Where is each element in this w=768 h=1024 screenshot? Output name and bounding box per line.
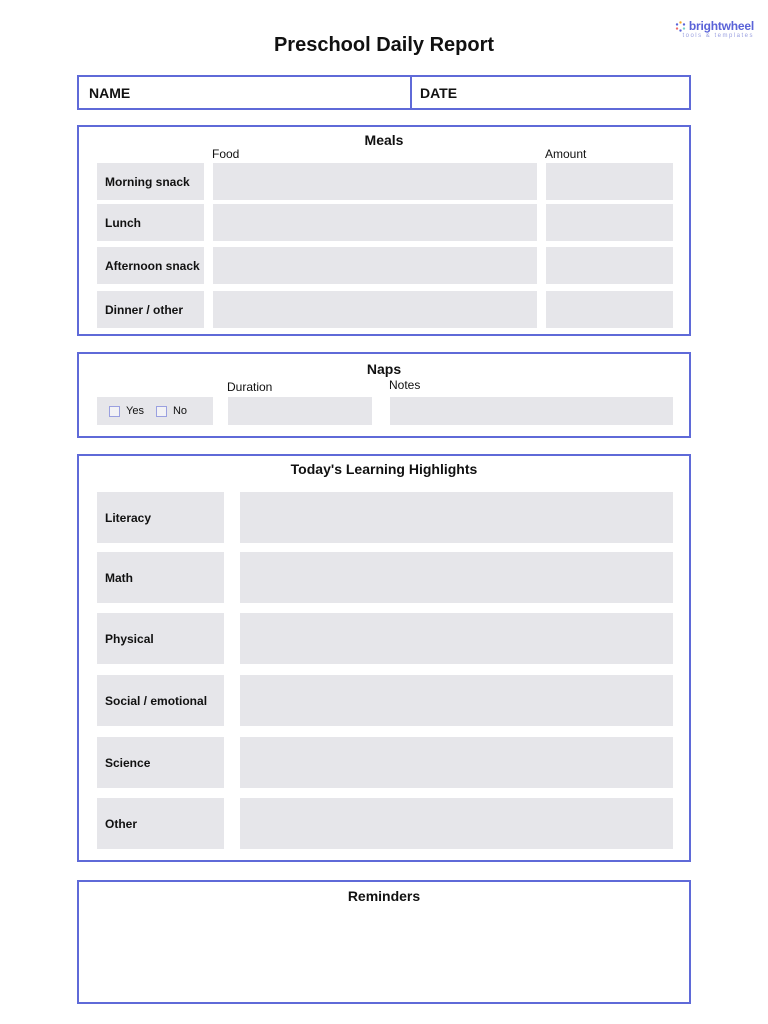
meal-label-lunch: Lunch [97,204,204,241]
naps-title: Naps [366,361,402,377]
food-field-dinner-other[interactable] [213,291,537,328]
meal-label-morning-snack: Morning snack [97,163,204,200]
meal-label-afternoon-snack: Afternoon snack [97,247,204,284]
naps-panel [77,352,691,438]
learning-title: Today's Learning Highlights [290,461,478,477]
nap-duration-field[interactable] [228,397,372,425]
date-field[interactable] [412,77,689,108]
nap-yes-option[interactable] [109,405,144,417]
nap-yes-no-group [97,397,213,425]
learning-field-social-emotional[interactable] [240,675,673,726]
learning-field-literacy[interactable] [240,492,673,543]
page-title: Preschool Daily Report [273,34,495,56]
food-field-lunch[interactable] [213,204,537,241]
nap-no-checkbox[interactable] [156,406,167,417]
learning-field-science[interactable] [240,737,673,788]
notes-column-header: Notes [389,378,421,392]
learning-label-science: Science [97,737,224,788]
learning-highlights-panel [77,454,691,862]
meal-label-dinner-other: Dinner / other [97,291,204,328]
food-field-afternoon-snack[interactable] [213,247,537,284]
brightwheel-logo-icon [675,21,686,32]
amount-field-afternoon-snack[interactable] [546,247,673,284]
duration-column-header: Duration [227,380,273,394]
logo-name: brightwheel [688,19,754,33]
learning-label-social-emotional: Social / emotional [97,675,224,726]
reminders-panel[interactable] [77,880,691,1004]
nap-notes-field[interactable] [390,397,673,425]
amount-column-header: Amount [545,147,587,161]
amount-field-lunch[interactable] [546,204,673,241]
amount-field-dinner-other[interactable] [546,291,673,328]
learning-label-literacy: Literacy [97,492,224,543]
amount-field-morning-snack[interactable] [546,163,673,200]
name-date-panel [77,75,691,110]
nap-yes-label: Yes [126,405,144,417]
learning-field-other[interactable] [240,798,673,849]
meals-panel [77,125,691,336]
logo-tagline: tools & templates [682,33,754,39]
learning-label-math: Math [97,552,224,603]
nap-no-option[interactable] [156,405,187,417]
date-label: DATE [420,84,458,101]
learning-field-physical[interactable] [240,613,673,664]
learning-field-math[interactable] [240,552,673,603]
name-field[interactable] [79,77,412,108]
learning-label-physical: Physical [97,613,224,664]
name-label: NAME [89,84,131,101]
food-field-morning-snack[interactable] [213,163,537,200]
learning-label-other: Other [97,798,224,849]
meals-title: Meals [364,132,404,148]
nap-yes-checkbox[interactable] [109,406,120,417]
reminders-title: Reminders [347,888,421,904]
food-column-header: Food [212,147,240,161]
nap-no-label: No [172,405,188,417]
